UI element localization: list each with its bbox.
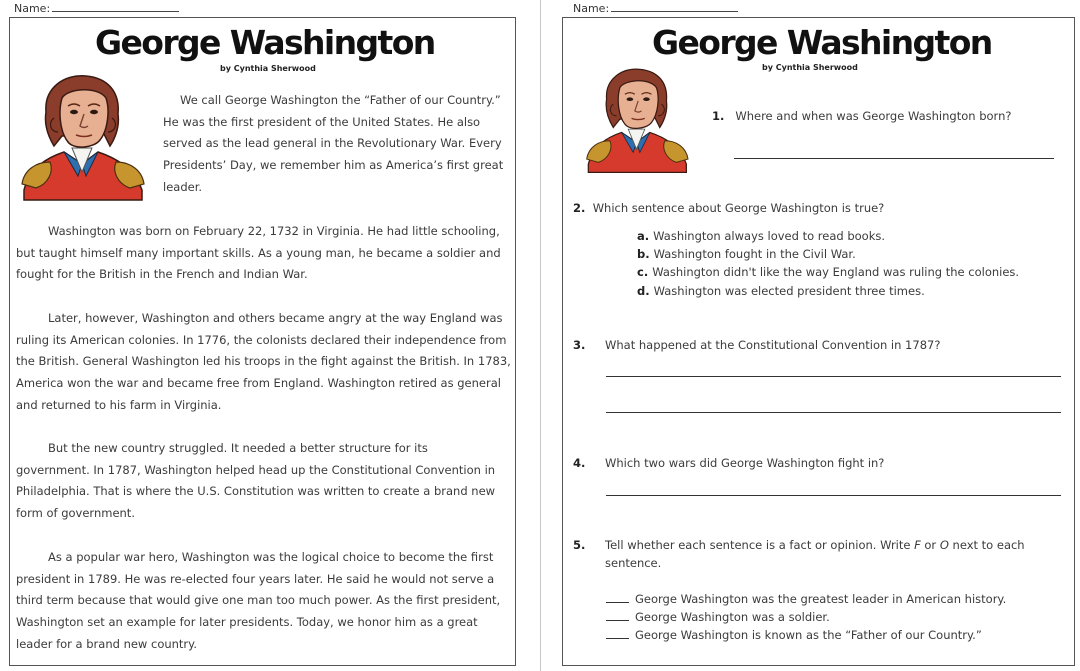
name-label: Name: [14, 2, 51, 15]
name-field[interactable] [573, 2, 738, 15]
passage-paragraph-4: But the new country struggled. It needed a better structure for its government. In 1787, Washington helped head up the Constitutional Convention in Philadelphia. That is where the U.S. Constitution was written to create a brand new form of government. [16, 441, 496, 521]
name-line[interactable] [52, 2, 179, 12]
passage-paragraph-3: Later, however, Washington and others became angry at the way England was ruling its American colonies. In 1776, the colonists declared their independence from the British. General Washington led his troops in the fight against the British. In 1783, America won the war and became free from England. Washington retired as general and returned to his farm in Virginia. [16, 311, 511, 412]
option-letter: a. [637, 229, 650, 243]
option-text: Washington didn't like the way England was ruling the colonies. [652, 265, 1020, 279]
answer-line-3b[interactable] [606, 412, 1061, 413]
statement-1 [606, 592, 1006, 606]
george-washington-portrait [575, 66, 703, 174]
passage-paragraph-5: As a popular war hero, Washington was the logical choice to become the first president in 1789. He was re-elected four years later. He said he would not serve a third term because that would give one man too much power. As the first president, Washington set an example for later presidents. Today, we honor him as a great leader for a brand new country. [16, 550, 501, 651]
question-text: Which sentence about George Washington is true? [592, 201, 885, 215]
answer-line-1[interactable] [734, 158, 1054, 159]
name-field[interactable] [14, 2, 179, 15]
option-b [637, 247, 856, 261]
question-2 [573, 199, 1053, 217]
question-number: 3. [573, 338, 586, 352]
name-line[interactable] [611, 2, 738, 12]
statement-text: George Washington was a soldier. [635, 610, 830, 624]
byline: by Cynthia Sherwood [762, 63, 858, 72]
option-letter: d. [637, 284, 650, 298]
statement-text: George Washington is known as the “Father of our Country.” [635, 628, 982, 642]
question-number: 5. [573, 538, 586, 552]
fact-opinion-blank[interactable] [606, 629, 629, 639]
statement-2 [606, 610, 830, 624]
question-text: Where and when was George Washington born? [735, 109, 1012, 123]
answer-line-4[interactable] [606, 495, 1061, 496]
option-d [637, 284, 925, 298]
option-text: Washington fought in the Civil War. [653, 247, 856, 261]
option-text: Washington always loved to read books. [653, 229, 886, 243]
name-label: Name: [573, 2, 610, 15]
fact-opinion-blank[interactable] [606, 611, 629, 621]
option-a [637, 229, 885, 243]
page-title: George Washington [95, 23, 435, 62]
question-text: What happened at the Constitutional Convention in 1787? [605, 338, 941, 352]
passage-paragraph-2: Washington was born on February 22, 1732 in Virginia. He had little schooling, but taught himself many important skills. As a young man, he became a soldier and fought for the British in the French and Indian War. [16, 224, 501, 282]
question-text: Tell whether each sentence is a fact or opinion. Write F or O next to each sentence. [605, 538, 1025, 570]
question-3 [573, 336, 1053, 354]
george-washington-portrait [18, 72, 152, 202]
fact-opinion-blank[interactable] [606, 593, 629, 603]
byline: by Cynthia Sherwood [220, 64, 316, 73]
question-4 [573, 454, 1053, 472]
statement-text: George Washington was the greatest leader in American history. [635, 592, 1007, 606]
option-letter: c. [637, 265, 649, 279]
option-c [637, 265, 1019, 279]
question-number: 1. [712, 109, 725, 123]
questions-sheet [540, 0, 1080, 671]
passage-paragraph-1: We call George Washington the “Father of our Country.” He was the first president of the United States. He also served as the lead general in the Revolutionary War. Every Presidents’ Day, we remember him as America’s first great leader. [163, 93, 504, 194]
page-title: George Washington [652, 23, 992, 62]
question-number: 2. [573, 201, 586, 215]
statement-3 [606, 628, 982, 642]
option-text: Washington was elected president three times. [653, 284, 925, 298]
question-text: Which two wars did George Washington fight in? [605, 456, 885, 470]
answer-line-3a[interactable] [606, 376, 1061, 377]
question-5 [573, 536, 1053, 572]
question-number: 4. [573, 456, 586, 470]
question-1 [712, 107, 1052, 125]
option-letter: b. [637, 247, 650, 261]
